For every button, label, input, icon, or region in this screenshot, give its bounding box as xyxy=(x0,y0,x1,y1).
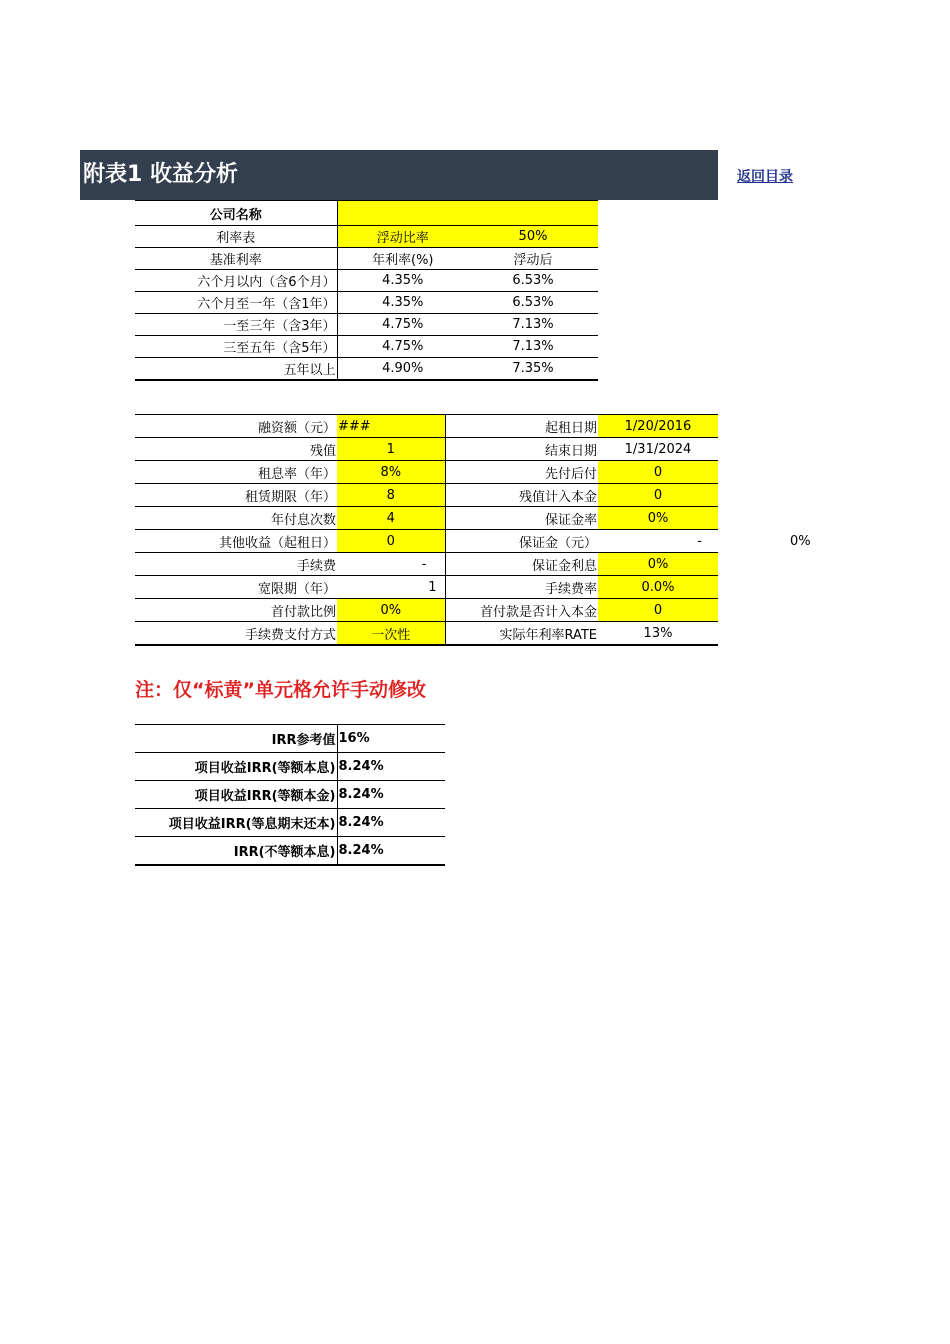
floated-rate-value: 6.53% xyxy=(468,292,598,314)
deposit-amount-value: - xyxy=(598,530,718,553)
payments-per-year-label: 年付息次数 xyxy=(135,507,337,530)
grace-period-label: 宽限期（年） xyxy=(135,576,337,599)
rate-value: 4.35% xyxy=(337,270,468,292)
down-payment-in-principal-input[interactable]: 0 xyxy=(598,599,718,622)
fee-payment-method-input[interactable]: 一次性 xyxy=(337,622,445,646)
deposit-interest-label: 保证金利息 xyxy=(445,553,598,576)
rate-table xyxy=(135,200,598,381)
lease-rate-label: 租息率（年） xyxy=(135,461,337,484)
float-ratio-label: 浮动比率 xyxy=(337,226,468,248)
start-date-input[interactable]: 1/20/2016 xyxy=(598,415,718,438)
rate-value: 4.90% xyxy=(337,358,468,381)
floated-rate-value: 6.53% xyxy=(468,270,598,292)
residual-in-principal-input[interactable]: 0 xyxy=(598,484,718,507)
residual-in-principal-label: 残值计入本金 xyxy=(445,484,598,507)
rate-term: 三至五年（含5年） xyxy=(135,336,337,358)
rate-value: 4.75% xyxy=(337,336,468,358)
payment-timing-input[interactable]: 0 xyxy=(598,461,718,484)
floated-rate-value: 7.13% xyxy=(468,314,598,336)
residual-value-input[interactable]: 1 xyxy=(337,438,445,461)
effective-annual-rate-label: 实际年利率RATE xyxy=(445,622,598,646)
down-payment-in-principal-label: 首付款是否计入本金 xyxy=(445,599,598,622)
rate-term: 六个月以内（含6个月） xyxy=(135,270,337,292)
financing-amount-input[interactable]: ### xyxy=(337,415,445,438)
lease-term-label: 租赁期限（年） xyxy=(135,484,337,507)
other-income-input[interactable]: 0 xyxy=(337,530,445,553)
payment-timing-label: 先付后付 xyxy=(445,461,598,484)
payments-per-year-input[interactable]: 4 xyxy=(337,507,445,530)
fee-rate-label: 手续费率 xyxy=(445,576,598,599)
deposit-amount-label: 保证金（元） xyxy=(445,530,598,553)
floated-rate-value: 7.13% xyxy=(468,336,598,358)
rate-term: 六个月至一年（含1年） xyxy=(135,292,337,314)
parameter-table xyxy=(135,414,718,646)
lease-rate-input[interactable]: 8% xyxy=(337,461,445,484)
fee-label: 手续费 xyxy=(135,553,337,576)
floated-rate-value: 7.35% xyxy=(468,358,598,381)
down-payment-ratio-input[interactable]: 0% xyxy=(337,599,445,622)
grace-period-value: 1 xyxy=(337,576,445,599)
fee-payment-method-label: 手续费支付方式 xyxy=(135,622,337,646)
down-payment-ratio-label: 首付款比例 xyxy=(135,599,337,622)
end-date-label: 结束日期 xyxy=(445,438,598,461)
other-income-label: 其他收益（起租日） xyxy=(135,530,337,553)
fee-value: - xyxy=(337,553,445,576)
extra-percent-value: 0% xyxy=(790,534,811,549)
back-to-contents-link[interactable]: 返回目录 xyxy=(737,169,793,185)
irr-value: 16% xyxy=(337,725,445,753)
effective-annual-rate-value: 13% xyxy=(598,622,718,646)
rate-term: 五年以上 xyxy=(135,358,337,381)
financing-amount-label: 融资额（元） xyxy=(135,415,337,438)
rate-term: 一至三年（含3年） xyxy=(135,314,337,336)
irr-table xyxy=(135,724,445,866)
irr-value: 8.24% xyxy=(337,781,445,809)
float-ratio-input[interactable]: 50% xyxy=(468,226,598,248)
fee-rate-input[interactable]: 0.0% xyxy=(598,576,718,599)
edit-note: 注：仅“标黄”单元格允许手动修改 xyxy=(135,679,426,701)
irr-label: 项目收益IRR(等息期末还本) xyxy=(135,809,337,837)
irr-label: 项目收益IRR(等额本金) xyxy=(135,781,337,809)
deposit-interest-input[interactable]: 0% xyxy=(598,553,718,576)
rate-value: 4.35% xyxy=(337,292,468,314)
lease-term-input[interactable]: 8 xyxy=(337,484,445,507)
rate-table-label: 利率表 xyxy=(135,226,337,248)
irr-value: 8.24% xyxy=(337,837,445,866)
end-date-value: 1/31/2024 xyxy=(598,438,718,461)
irr-label: IRR参考值 xyxy=(135,725,337,753)
base-rate-label: 基准利率 xyxy=(135,248,337,270)
residual-value-label: 残值 xyxy=(135,438,337,461)
company-name-input[interactable] xyxy=(337,201,598,226)
deposit-rate-label: 保证金率 xyxy=(445,507,598,530)
deposit-rate-input[interactable]: 0% xyxy=(598,507,718,530)
irr-value: 8.24% xyxy=(337,753,445,781)
floated-rate-header: 浮动后 xyxy=(468,248,598,270)
rate-value: 4.75% xyxy=(337,314,468,336)
irr-value: 8.24% xyxy=(337,809,445,837)
page-title: 附表1 收益分析 xyxy=(80,150,718,200)
irr-label: IRR(不等额本息) xyxy=(135,837,337,866)
irr-label: 项目收益IRR(等额本息) xyxy=(135,753,337,781)
start-date-label: 起租日期 xyxy=(445,415,598,438)
annual-rate-header: 年利率(%) xyxy=(337,248,468,270)
company-name-label: 公司名称 xyxy=(135,201,337,226)
